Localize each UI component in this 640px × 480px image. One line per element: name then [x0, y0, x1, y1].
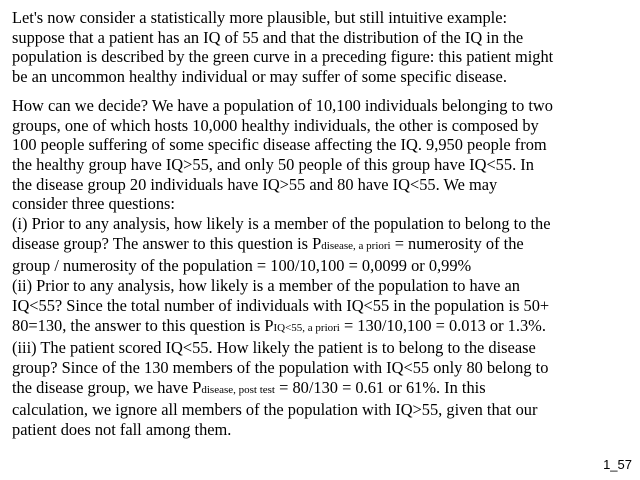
text-line-with-subscript: [12, 234, 632, 257]
text-line: Let's now consider a statistically more plausible, but still intuitive example:: [12, 8, 508, 27]
text-line: the disease group 20 individuals have IQ>55 and 80 have IQ<55. We may: [12, 174, 498, 194]
text-line-with-subscript: [12, 378, 632, 401]
text-segment: = 130/10,100 = 0.013 or 1.3%.: [339, 315, 546, 335]
paragraph-example: [12, 96, 632, 440]
text-segment: disease group? The answer to this question is P: [12, 233, 322, 253]
text-segment: the disease group, we have P: [12, 377, 202, 397]
text-line: consider three questions:: [12, 194, 175, 214]
text-segment: = numerosity of the: [390, 233, 524, 253]
text-line: How can we decide? We have a population of 10,100 individuals belonging to two: [12, 95, 553, 115]
text-line: (iii) The patient scored IQ<55. How likely the patient is to belong to the disease: [12, 338, 536, 358]
text-line: calculation, we ignore all members of the population with IQ>55, given that our: [12, 400, 538, 420]
text-line: group / numerosity of the population = 100/10,100 = 0,0099 or 0,99%: [12, 256, 472, 276]
text-line: the healthy group have IQ>55, and only 50 people of this group have IQ<55. In: [12, 154, 534, 174]
text-line-with-subscript: [12, 316, 632, 339]
text-line: be an uncommon healthy individual or may suffer of some specific disease.: [12, 67, 507, 87]
text-line: population is described by the green curve in a preceding figure: this patient might: [12, 47, 554, 67]
page-number: 1_57: [603, 457, 632, 472]
subscript: IQ<55, a priori: [273, 321, 340, 334]
text-line: (ii) Prior to any analysis, how likely is a member of the population to have an: [12, 276, 520, 296]
subscript: disease, post test: [201, 383, 275, 396]
slide-body: [12, 8, 632, 440]
text-line: suppose that a patient has an IQ of 55 and that the distribution of the IQ in the: [12, 27, 524, 47]
text-line: 100 people suffering of some specific disease affecting the IQ. 9,950 people from: [12, 135, 547, 155]
text-line: groups, one of which hosts 10,000 healthy individuals, the other is composed by: [12, 115, 539, 135]
text-line: patient does not fall among them.: [12, 420, 232, 440]
text-line: IQ<55? Since the total number of individuals with IQ<55 in the population is 50+: [12, 295, 550, 315]
text-line: (i) Prior to any analysis, how likely is a member of the population to belong to the: [12, 214, 551, 234]
text-segment: = 80/130 = 0.61 or 61%. In this: [275, 377, 486, 397]
subscript: disease, a priori: [321, 239, 391, 252]
paragraph-intro: [12, 8, 632, 87]
text-line: group? Since of the 130 members of the population with IQ<55 only 80 belong to: [12, 357, 549, 377]
text-segment: 80=130, the answer to this question is P: [12, 315, 274, 335]
